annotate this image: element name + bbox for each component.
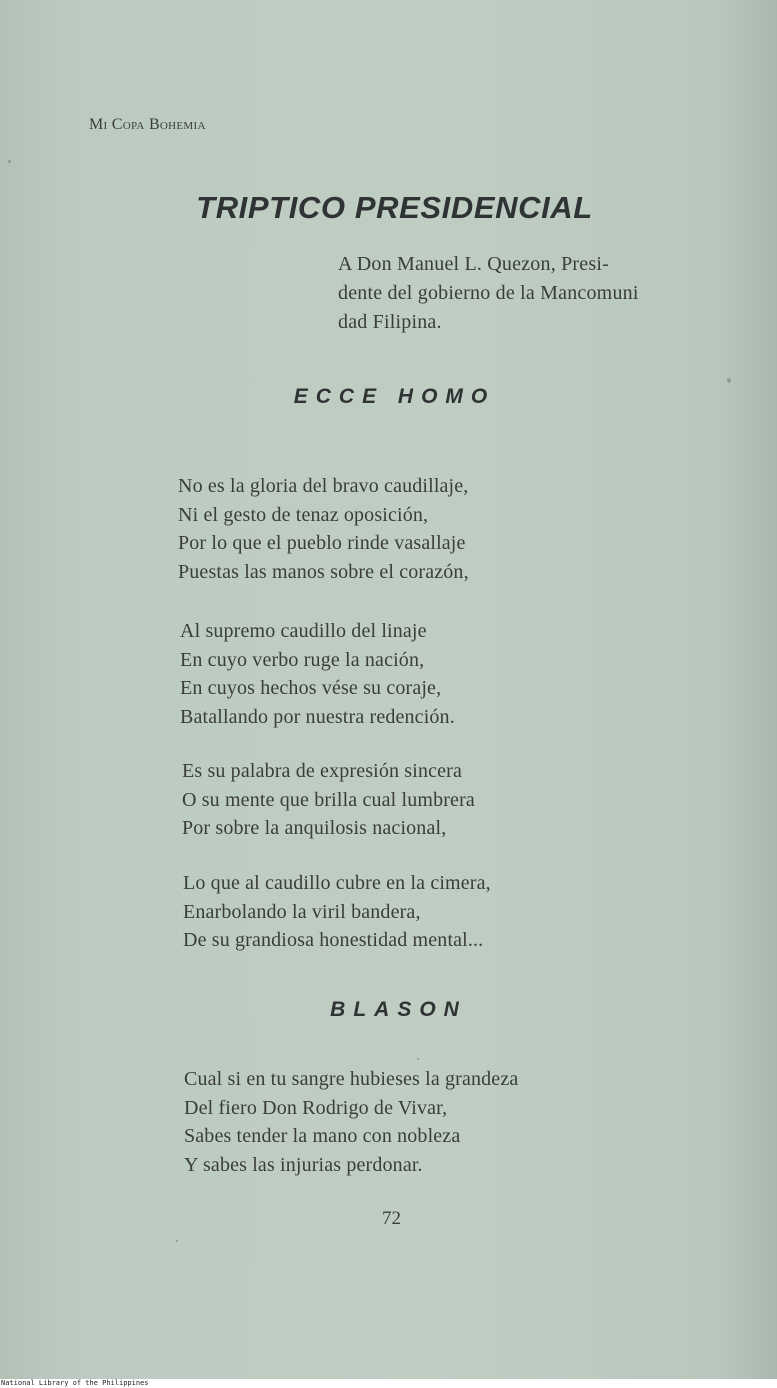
section-title-blason: BLASON [330,998,467,1021]
running-head: Mi Copa Bohemia [89,116,206,133]
verse-line: Al supremo caudillo del linaje [180,620,427,642]
verse-line: Es su palabra de expresión sincera [182,760,462,782]
dedication-line: dente del gobierno de la Mancomuni [338,282,639,304]
stanza [184,1065,518,1179]
page-number: 72 [382,1208,401,1229]
stanza [183,869,491,955]
stanza [178,472,469,586]
verse-line: Lo que al caudillo cubre en la cimera, [183,872,491,894]
verse-line: De su grandiosa honestidad mental... [183,929,484,951]
verse-line: Enarbolando la viril bandera, [183,900,421,923]
dedication-line: A Don Manuel L. Quezon, Presi- [338,253,609,275]
verse-line: Batallando por nuestra redención. [180,705,455,728]
verse-line: Puestas las manos sobre el corazón, [178,560,469,583]
dedication [338,250,639,337]
verse-line: En cuyos hechos vése su coraje, [180,677,442,699]
verse-line: Ni el gesto de tenaz oposición, [178,503,429,526]
page-title: TRIPTICO PRESIDENCIAL [196,190,593,225]
stanza [180,617,455,731]
verse-line: Por sobre la anquilosis nacional, [182,817,447,839]
footer-bar [0,1379,777,1388]
verse-line: Sabes tender la mano con nobleza [184,1125,461,1147]
stanza [182,757,475,843]
verse-line: Cual si en tu sangre hubieses la grandeza [184,1068,519,1090]
verse-line: Y sabes las injurias perdonar. [184,1153,423,1176]
verse-line: En cuyo verbo ruge la nación, [180,648,425,671]
verse-line: No es la gloria del bravo caudillaje, [178,475,469,497]
footer-credit: National Library of the Philippines [1,1379,149,1387]
verse-line: Del fiero Don Rodrigo de Vivar, [184,1096,448,1119]
section-title-ecce-homo: ECCE HOMO [293,385,496,408]
verse-line: O su mente que brilla cual lumbrera [182,788,475,811]
verse-line: Por lo que el pueblo rinde vasallaje [178,532,466,554]
dedication-line: dad Filipina. [338,311,442,333]
